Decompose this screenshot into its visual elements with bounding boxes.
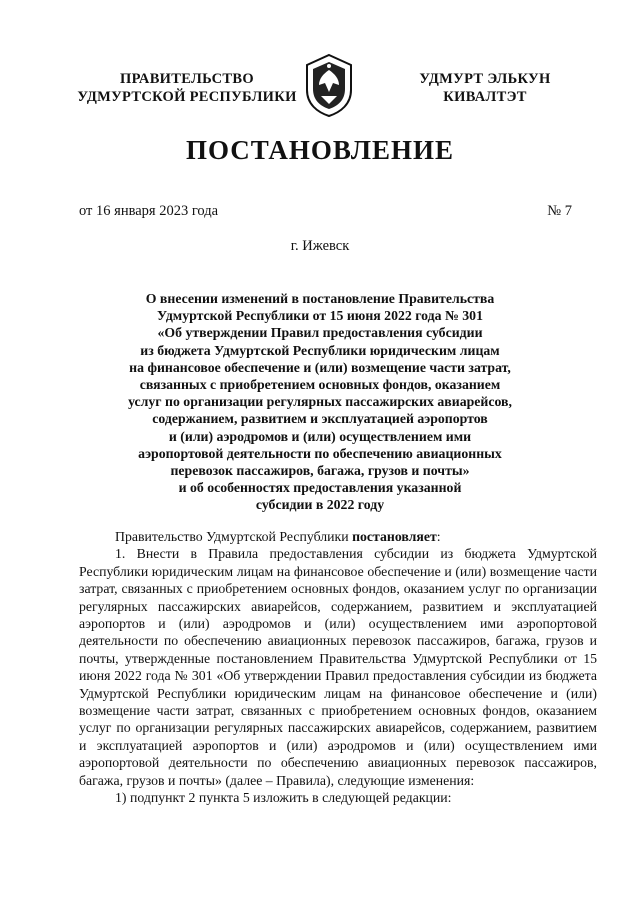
issuer-udmurt [390,70,580,106]
subject-line: содержанием, развитием и эксплуатацией аэропортов [152,411,488,427]
subject-line: Удмуртской Республики от 15 июня 2022 года № 301 [157,308,483,324]
subject-line: и (или) аэродромов и (или) осуществлением ими [168,428,472,444]
subject-line: О внесении изменений в постановление Правительства [145,291,495,306]
intro-paragraph [79,528,597,545]
document-subject [100,290,540,514]
document-body [79,528,597,807]
subject-line: «Об утверждении Правил предоставления субсидии [157,325,483,341]
issuer-udmurt-line1: УДМУРТ ЭЛЬКУН [419,71,551,87]
issuer-udmurt-line2: КИВАЛТЭТ [443,89,527,105]
subject-line: аэропортовой деятельности по обеспечению авиационных [138,445,502,461]
subject-line: и об особенностях предоставления указанной [178,480,462,496]
subject-line: связанных с приобретением основных фондов, оказанием [139,377,501,393]
document-city: г. Ижевск [290,238,350,254]
intro-end: : [436,529,441,544]
subject-line: услуг по организации регулярных пассажирских авиарейсов, [128,394,512,410]
paragraph-2: 1) подпункт 2 пункта 5 изложить в следующей редакции: [115,790,452,806]
issuer-russian-line2: УДМУРТСКОЙ РЕСПУБЛИКИ [77,89,297,105]
document-title: ПОСТАНОВЛЕНИЕ [185,135,455,165]
document-date: от 16 января 2023 года [79,203,219,219]
subject-line: субсидии в 2022 году [255,497,385,513]
intro-bold-verb: постановляет [352,529,437,544]
subject-line: на финансовое обеспечение и (или) возмещение части затрат, [129,359,511,375]
coat-of-arms-icon [301,52,357,118]
subject-line: из бюджета Удмуртской Республики юридическим лицам [140,342,500,358]
issuer-russian-line1: ПРАВИТЕЛЬСТВО [120,71,254,87]
issuer-russian [62,70,312,106]
paragraph-1: 1. Внести в Правила предоставления субсидии из бюджета Удмуртской Республики юридическим лицам на финансовое обеспечение и (или) возмещение части затрат, связанных с приобретением основных фондов, оказанием услуг по организации регулярных пассажирских авиарейсов, содержанием, развитием и эксплуатацией аэропортов и (или) аэродромов и (или) осуществлением ими аэропортовой деятельности по обеспечению авиационных перевозок пассажиров, багажа, грузов и почты, утвержденные постановлением Правительства Удмуртской Республики от 15 июня 2022 года № 301 «Об утверждении Правил предоставления субсидии из бюджета Удмуртской Республики юридическим лицам на финансовое обеспечение и (или) возмещение части затрат, связанных с приобретением основных фондов, оказанием услуг по организации регулярных пассажирских авиарейсов, содержанием, развитием и эксплуатацией аэропортов и (или) аэродромов и (или) осуществлением ими аэропортовой деятельности по обеспечению авиационных перевозок пассажиров, багажа, грузов и почты» (далее – Правила), следующие изменения: [79,546,597,788]
subject-line: перевозок пассажиров, багажа, грузов и почты» [170,463,470,479]
intro-text: Правительство Удмуртской Республики [115,529,353,544]
document-number: № 7 [547,203,572,219]
